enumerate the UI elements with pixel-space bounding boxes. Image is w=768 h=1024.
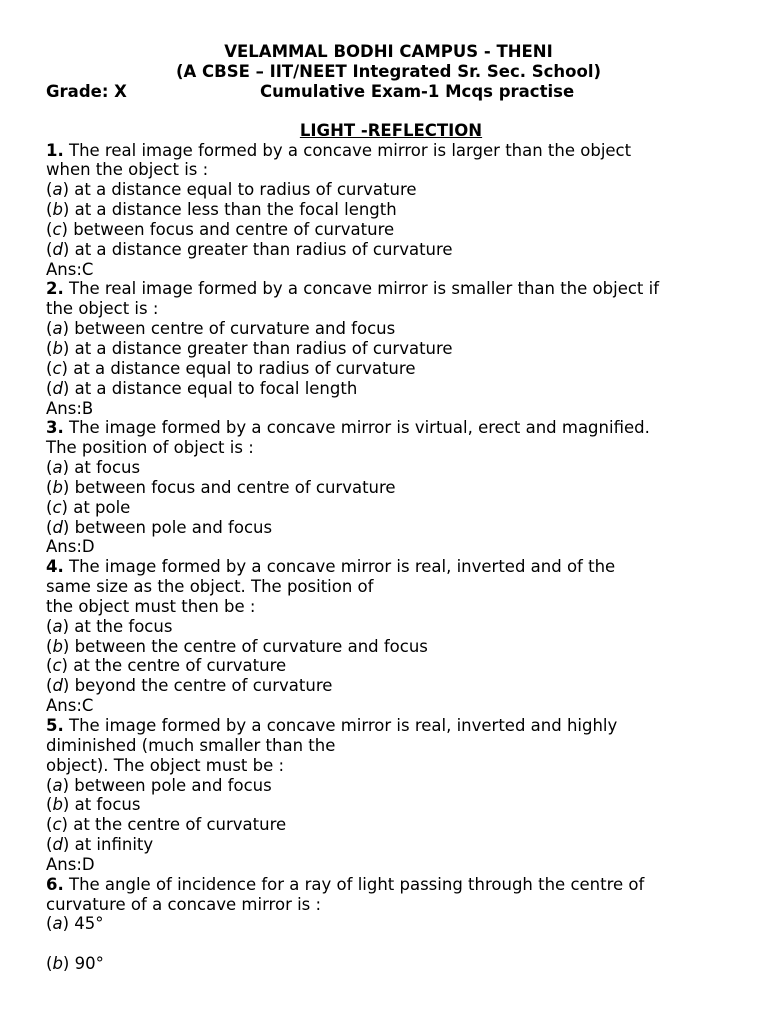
option-d: (d) at a distance equal to focal length [46, 378, 358, 398]
option-a: (a) between pole and focus [46, 775, 272, 795]
grade-label: Grade: X [46, 81, 127, 101]
option-letter: c [52, 815, 62, 835]
option-letter: c [52, 497, 62, 517]
question-text: when the object is : [46, 160, 209, 180]
option-d: (d) beyond the centre of curvature [46, 676, 333, 696]
option-letter: a [52, 775, 63, 795]
option-a: (a) at a distance equal to radius of curvature [46, 180, 417, 200]
option-letter: d [52, 378, 63, 398]
option-a: (a) 45° [46, 914, 104, 934]
question-text: The image formed by a concave mirror is real, inverted and highly [63, 716, 618, 735]
question-3 [46, 418, 736, 557]
question-number: 1. [46, 140, 64, 160]
spacer [46, 934, 736, 954]
question-text-line [46, 279, 736, 299]
option-letter: b [52, 795, 63, 815]
option-letter: b [52, 338, 63, 358]
question-number: 3. [46, 418, 64, 438]
option-c: (c) at a distance equal to radius of curvature [46, 358, 416, 378]
question-text-line [46, 875, 736, 895]
option-letter: c [52, 358, 62, 378]
answer: Ans:D [46, 854, 95, 874]
answer: Ans:C [46, 696, 94, 716]
exam-title: Cumulative Exam-1 Mcqs practise [260, 81, 575, 101]
question-text: The image formed by a concave mirror is virtual, erect and magnified. [63, 418, 650, 438]
grade-exam-row [46, 82, 736, 102]
question-text-line [46, 141, 736, 161]
option-letter: c [52, 656, 62, 676]
option-letter: a [52, 319, 63, 339]
option-a: (a) at focus [46, 458, 141, 478]
question-6 [46, 875, 736, 974]
question-text-line [46, 557, 736, 577]
question-text: The real image formed by a concave mirror is larger than the object [63, 140, 632, 160]
option-text: between focus and centre of curvature [74, 477, 396, 497]
question-number: 4. [46, 557, 64, 577]
question-text-line [46, 716, 736, 736]
option-letter: b [52, 477, 63, 497]
topic-title: LIGHT -REFLECTION [299, 120, 483, 140]
question-text: the object is : [46, 299, 159, 319]
option-text: at focus [74, 795, 141, 815]
option-text: beyond the centre of curvature [74, 676, 333, 696]
question-2 [46, 279, 736, 418]
answer: Ans:D [46, 537, 95, 557]
option-b: (b) 90° [46, 954, 104, 974]
question-5 [46, 716, 736, 875]
option-text: at a distance equal to focal length [74, 378, 358, 398]
option-text: between the centre of curvature and focus [74, 636, 428, 656]
option-letter: d [52, 517, 63, 537]
question-text: The position of object is : [46, 438, 254, 458]
question-text-line [46, 418, 736, 438]
question-text: object). The object must be : [46, 755, 285, 775]
option-text: at infinity [74, 835, 154, 855]
option-text: between pole and focus [74, 775, 272, 795]
option-text: at the centre of curvature [73, 656, 287, 676]
option-text: between centre of curvature and focus [74, 319, 396, 339]
option-c: (c) between focus and centre of curvature [46, 219, 395, 239]
question-4 [46, 557, 736, 716]
option-letter: a [52, 458, 63, 478]
option-letter: b [52, 636, 63, 656]
option-text: at the focus [74, 616, 173, 636]
question-text: The real image formed by a concave mirror is smaller than the object if [63, 279, 660, 299]
option-a: (a) at the focus [46, 616, 173, 636]
option-letter: b [52, 954, 63, 974]
question-text-line [46, 756, 736, 776]
question-text-line [46, 299, 736, 319]
option-letter: a [52, 616, 63, 636]
option-letter: d [52, 835, 63, 855]
option-d: (d) at a distance greater than radius of curvature [46, 239, 453, 259]
option-b: (b) at a distance less than the focal length [46, 200, 397, 220]
option-letter: c [52, 219, 62, 239]
question-text-line [46, 160, 736, 180]
option-text: at a distance greater than radius of curvature [74, 338, 453, 358]
option-b: (b) between the centre of curvature and focus [46, 636, 428, 656]
option-b: (b) at focus [46, 795, 141, 815]
option-d: (d) at infinity [46, 835, 154, 855]
question-text: The image formed by a concave mirror is real, inverted and of the [63, 557, 616, 577]
option-text: at focus [74, 458, 141, 478]
question-text: the object must then be : [46, 596, 256, 616]
document-page [46, 42, 736, 974]
option-letter: a [52, 914, 63, 934]
option-text: at pole [73, 497, 131, 517]
option-c: (c) at pole [46, 497, 131, 517]
question-text-line [46, 438, 736, 458]
question-text-line [46, 895, 736, 915]
option-b: (b) at a distance greater than radius of curvature [46, 338, 453, 358]
question-list [46, 141, 736, 975]
school-subtitle: (A CBSE – IIT/NEET Integrated Sr. Sec. School) [175, 61, 602, 81]
question-text-line [46, 597, 736, 617]
option-text: between focus and centre of curvature [73, 219, 395, 239]
option-letter: b [52, 200, 63, 220]
school-name: VELAMMAL BODHI CAMPUS - THENI [224, 42, 553, 61]
question-text-line [46, 736, 736, 756]
question-text: curvature of a concave mirror is : [46, 894, 322, 914]
option-text: 90° [74, 954, 104, 974]
option-d: (d) between pole and focus [46, 517, 273, 537]
question-text: diminished (much smaller than the [46, 735, 336, 755]
option-c: (c) at the centre of curvature [46, 815, 287, 835]
option-text: at a distance less than the focal length [74, 200, 397, 220]
question-number: 6. [46, 874, 64, 894]
option-text: 45° [74, 914, 104, 934]
option-text: at a distance greater than radius of curvature [74, 239, 453, 259]
question-text: The angle of incidence for a ray of light passing through the centre of [63, 874, 645, 894]
question-1 [46, 141, 736, 280]
answer: Ans:B [46, 398, 94, 418]
question-number: 5. [46, 716, 64, 735]
option-text: at a distance equal to radius of curvature [73, 358, 416, 378]
option-text: at a distance equal to radius of curvature [74, 180, 417, 200]
option-a: (a) between centre of curvature and focus [46, 319, 396, 339]
option-c: (c) at the centre of curvature [46, 656, 287, 676]
option-letter: a [52, 180, 63, 200]
option-b: (b) between focus and centre of curvature [46, 477, 396, 497]
option-text: between pole and focus [74, 517, 273, 537]
question-text-line [46, 577, 736, 597]
question-text: same size as the object. The position of [46, 577, 374, 597]
answer: Ans:C [46, 259, 94, 279]
option-letter: d [52, 239, 63, 259]
question-number: 2. [46, 279, 64, 299]
option-letter: d [52, 676, 63, 696]
option-text: at the centre of curvature [73, 815, 287, 835]
